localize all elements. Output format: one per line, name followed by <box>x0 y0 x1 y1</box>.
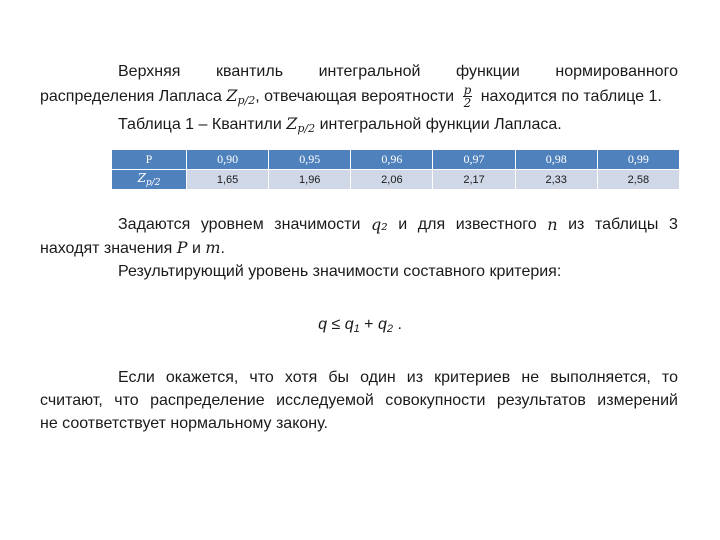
word: Верхняя <box>118 63 181 80</box>
significance-line-1: Задаются уровнем значимости q₂ и для известного n из таблицы 3 <box>118 215 678 234</box>
z-cell: 2,58 <box>597 170 679 190</box>
row-label-z: $Z_{p/2}$ <box>112 170 187 190</box>
z-cell: 1,65 <box>187 170 269 190</box>
z-cell: 1,96 <box>269 170 351 190</box>
composite-criterion-line: Результирующий уровень значимости составного критерия: <box>118 263 562 280</box>
z-cell: 2,17 <box>433 170 515 190</box>
word: интегральной <box>318 63 421 80</box>
p-over-2-fraction: $\frac{p}{2}$ <box>463 83 472 111</box>
intro-paragraph <box>40 60 678 140</box>
table-row-z <box>112 170 680 190</box>
conclusion-line-3: не соответствует нормальному закону. <box>40 415 328 432</box>
p-cell: 0,97 <box>433 150 515 170</box>
p-cell: 0,99 <box>597 150 679 170</box>
z-cell: 2,33 <box>515 170 597 190</box>
conclusion-line-2: считают, что распределение исследуемой совокупности результатов измерений <box>40 392 678 409</box>
laplace-quantile-table <box>112 150 680 189</box>
intro-line-1 <box>40 60 678 83</box>
table-row-p <box>112 150 680 170</box>
row-label-p: P <box>112 150 187 170</box>
z-cell: 2,06 <box>351 170 433 190</box>
conclusion-paragraph <box>40 366 678 435</box>
p-cell: 0,98 <box>515 150 597 170</box>
word: нормированного <box>555 63 678 80</box>
p-cell: 0,90 <box>187 150 269 170</box>
p-cell: 0,96 <box>351 150 433 170</box>
word: квантиль <box>216 63 284 80</box>
p-cell: 0,95 <box>269 150 351 170</box>
table-caption: Таблица 1 – Квантили $Z_{p/2}$ интегральной функции Лапласа. <box>118 114 562 135</box>
significance-paragraph <box>40 213 678 283</box>
z-quantile-symbol: $Z_{p/2}$ <box>226 86 256 107</box>
significance-formula: $q \le q_1 + q_2$ . <box>318 316 402 335</box>
word: функции <box>455 63 520 80</box>
z-quantile-symbol: $Z_{p/2}$ <box>286 114 316 135</box>
significance-line-2: находят значения P и m. <box>40 238 225 257</box>
intro-line-2: распределения Лапласа $Z_{p/2}$, отвечающая вероятности $\frac{p}{2}$ находится по таблице 1. <box>40 83 662 111</box>
conclusion-line-1: Если окажется, что хотя бы один из критериев не выполняется, то <box>118 369 678 386</box>
